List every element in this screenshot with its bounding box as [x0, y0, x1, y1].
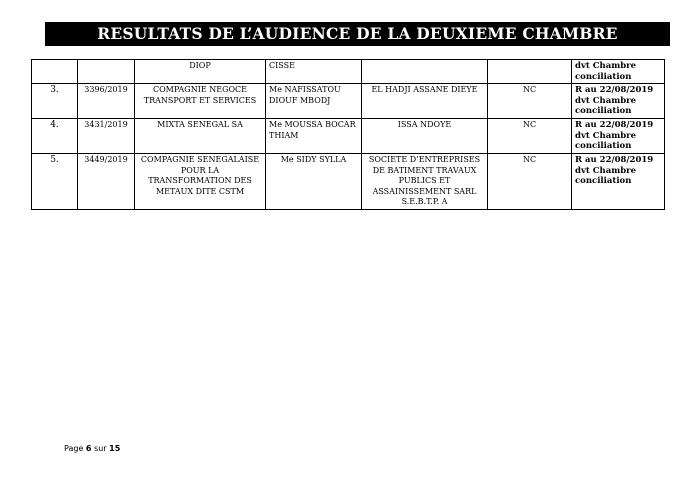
result — [572, 84, 665, 119]
result-line: conciliation — [575, 176, 632, 186]
party-two: SOCIETE D’ENTREPRISES DE BATIMENT TRAVAUX PUBLICS ET ASSAINISSEMENT SARL S.E.B.T.P. A — [362, 154, 488, 210]
result — [572, 60, 665, 84]
party-two — [362, 60, 488, 84]
party-one: COMPAGNIE SENEGALAISE POUR LA TRANSFORMATION DES METAUX DITE CSTM — [135, 154, 266, 210]
result-line: dvt Chambre — [575, 61, 637, 71]
party-two: EL HADJI ASSANE DIEYE — [362, 84, 488, 119]
result-line: dvt Chambre — [575, 165, 637, 176]
lawyer: Me SIDY SYLLA — [266, 154, 362, 210]
result — [572, 119, 665, 154]
result-line: R au 22/08/2019 — [575, 85, 654, 95]
party-two: ISSA NDOYE — [362, 119, 488, 154]
result-line: dvt Chambre — [575, 130, 637, 141]
party-one: DIOP — [135, 60, 266, 84]
page-title: RESULTATS DE L’AUDIENCE DE LA DEUXIEME CHAMBRE — [45, 22, 670, 46]
status: NC — [488, 154, 572, 210]
status: NC — [488, 119, 572, 154]
row-number: 5. — [32, 154, 78, 210]
result-line: R au 22/08/2019 — [575, 155, 654, 165]
lawyer: Me NAFISSATOU DIOUF MBODJ — [266, 84, 362, 119]
lawyer: Me MOUSSA BOCAR THIAM — [266, 119, 362, 154]
result-line: conciliation — [575, 141, 632, 151]
row-number: 4. — [32, 119, 78, 154]
result-line: conciliation — [575, 106, 632, 116]
table-row — [32, 60, 665, 84]
result-line: dvt Chambre — [575, 95, 637, 106]
results-table — [31, 59, 665, 210]
result-line: conciliation — [575, 71, 632, 82]
current-page: 6 — [85, 444, 92, 453]
result — [572, 154, 665, 210]
table-row — [32, 84, 665, 119]
result-line: R au 22/08/2019 — [575, 120, 654, 130]
page-footer — [64, 444, 120, 453]
case-reference: 3396/2019 — [78, 84, 135, 119]
footer-prefix: Page — [64, 444, 84, 453]
total-pages: 15 — [109, 444, 121, 453]
table-row — [32, 119, 665, 154]
party-one: MIXTA SENEGAL SA — [135, 119, 266, 154]
case-reference — [78, 60, 135, 84]
status — [488, 60, 572, 84]
case-reference: 3449/2019 — [78, 154, 135, 210]
footer-sep: sur — [94, 444, 107, 453]
case-reference: 3431/2019 — [78, 119, 135, 154]
table-row — [32, 154, 665, 210]
status: NC — [488, 84, 572, 119]
row-number — [32, 60, 78, 84]
party-one: COMPAGNIE NEGOCE TRANSPORT ET SERVICES — [135, 84, 266, 119]
row-number: 3. — [32, 84, 78, 119]
lawyer: CISSE — [266, 60, 362, 84]
